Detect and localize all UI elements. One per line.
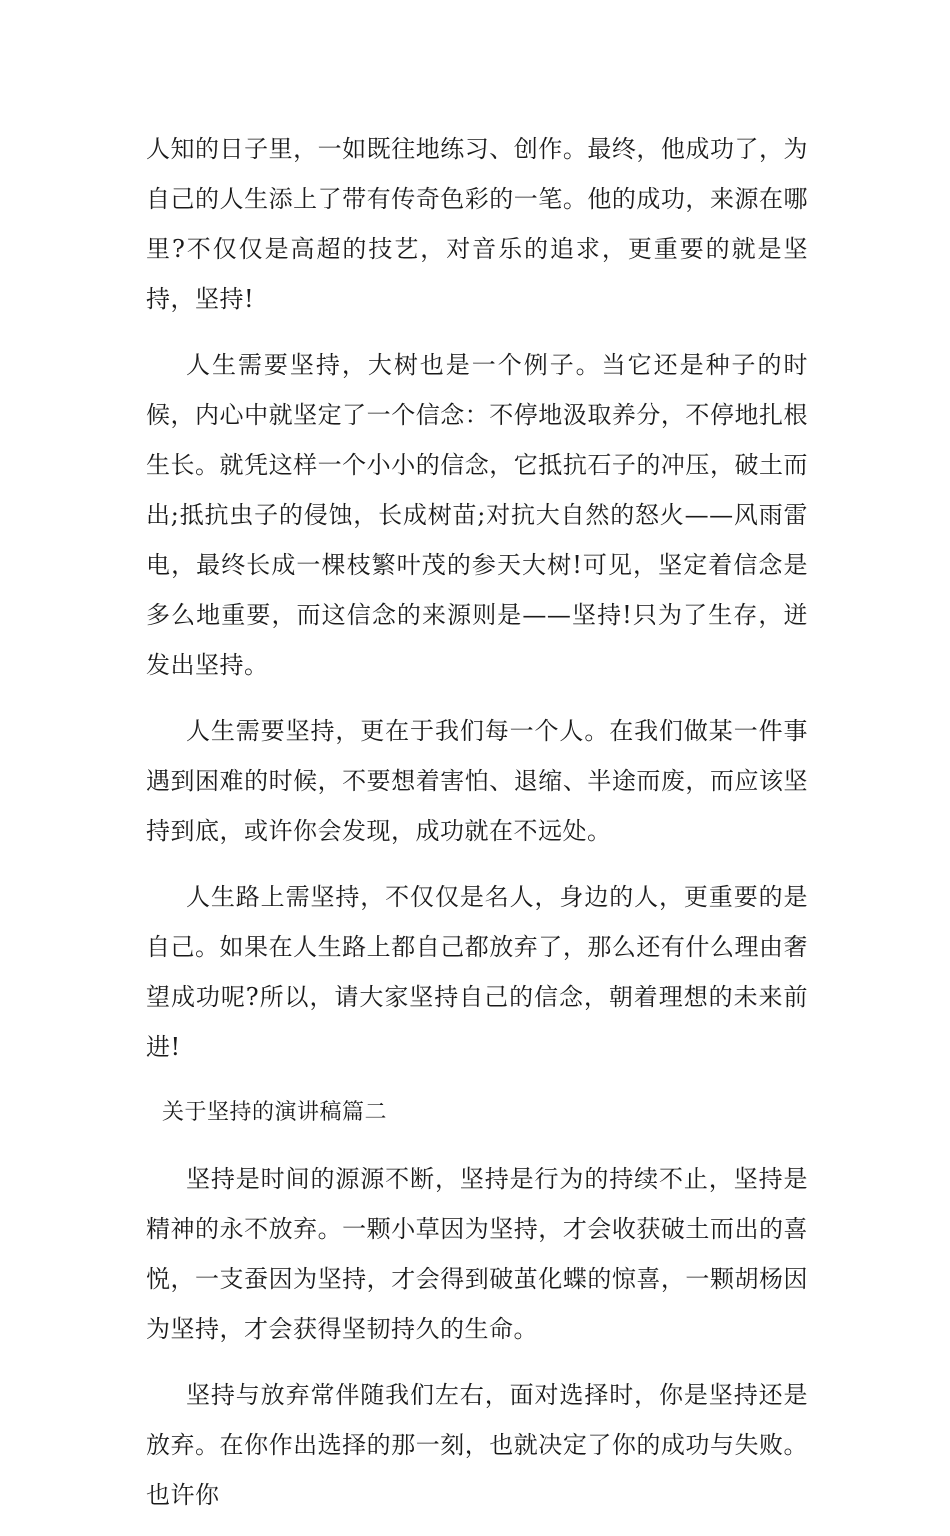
paragraph-2: 人生需要坚持，大树也是一个例子。当它还是种子的时候，内心中就坚定了一个信念：不停地汲取养分，不停地扎根生长。就凭这样一个小小的信念，它抵抗石子的冲压，破土而出;抵抗虫子的侵蚀，长成树苗;对抗大自然的怒火——风雨雷电，最终长成一棵枝繁叶茂的参天大树!可见，坚定着信念是多么地重要，而这信念的来源则是——坚持!只为了生存，迸发出坚持。 — [146, 351, 808, 679]
paragraph-5: 坚持是时间的源源不断，坚持是行为的持续不止，坚持是精神的永不放弃。一颗小草因为坚持，才会收获破土而出的喜悦，一支蚕因为坚持，才会得到破茧化蝶的惊喜，一颗胡杨因为坚持，才会获得坚韧持久的生命。 — [146, 1165, 808, 1343]
section-heading: 关于坚持的演讲稿篇二 — [162, 1100, 388, 1125]
paragraph-4: 人生路上需坚持，不仅仅是名人，身边的人，更重要的是自己。如果在人生路上都自己都放弃了，那么还有什么理由奢望成功呢?所以，请大家坚持自己的信念，朝着理想的未来前进! — [146, 883, 808, 1061]
paragraph-1: 人知的日子里，一如既往地练习、创作。最终，他成功了，为自己的人生添上了带有传奇色彩的一笔。他的成功，来源在哪里?不仅仅是高超的技艺，对音乐的追求，更重要的就是坚持，坚持! — [146, 135, 808, 313]
document-body — [146, 124, 808, 1536]
paragraph-6: 坚持与放弃常伴随我们左右，面对选择时，你是坚持还是放弃。在你作出选择的那一刻，也就决定了你的成功与失败。也许你 — [146, 1381, 808, 1509]
paragraph-3: 人生需要坚持，更在于我们每一个人。在我们做某一件事遇到困难的时候，不要想着害怕、退缩、半途而废，而应该坚持到底，或许你会发现，成功就在不远处。 — [146, 717, 808, 845]
